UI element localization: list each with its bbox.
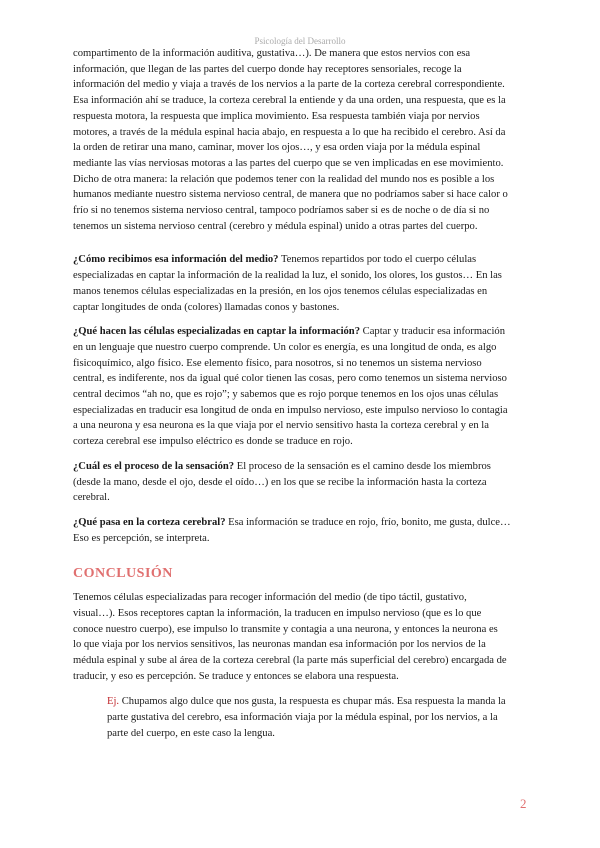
text-line: central decimos “ah no, que es rojo”; y sabemos que es rojo porque tenemos en los ojos unas células	[73, 389, 499, 401]
text-line: compartimento de la información auditiva, gustativa…). De manera que estos nervios con esa	[73, 48, 471, 59]
example-text: Chupamos algo dulce que nos gusta, la respuesta es chupar más. Esa respuesta la manda la	[119, 696, 506, 708]
text-line: traducir, y eso es percepción. Se traduce y entonces se elabora una respuesta.	[73, 670, 399, 682]
text-line	[73, 515, 533, 531]
text-line: fisicoquímico, algo físico. Ese elemento físico, para nosotros, si no tenemos un sistema nervioso	[73, 357, 482, 369]
text-line	[73, 324, 533, 340]
answer-text: Tenemos repartidos por todo el cuerpo células	[278, 254, 477, 266]
text-line: (desde la mano, desde el ojo, desde el oído…) en los que se recibe la información hasta la corteza	[73, 476, 487, 488]
text-line: Eso es percepción, se interpreta.	[73, 532, 210, 544]
text-line: lo que viaja por los nervios sensitivos, las neuronas mandan esa información por los nervios de la	[73, 639, 486, 651]
text-line: mediante las vías nerviosas motoras a las partes del cuerpo que se ven implicadas en ese movimiento.	[73, 157, 504, 169]
qa-paragraph	[73, 324, 533, 450]
page-body	[73, 46, 533, 750]
text-line: corteza cerebral ese impulso eléctrico es donde se traduce en rojo.	[73, 436, 353, 448]
text-line: médula espinal y sube al área de la corteza cerebral (la parte más superficial del cerebro) encargada de	[73, 654, 507, 666]
text-line: en un lenguaje que nuestro cuerpo comprende. Un color es energía, es una longitud de onda, es algo	[73, 341, 497, 353]
text-line: información, que llegan de las partes del cuerpo donde hay receptores sensoriales, recoge la	[73, 63, 462, 75]
text-line: Esa información ahí se traduce, la corteza cerebral la entiende y da una orden, una respuesta, que es la	[73, 95, 506, 107]
page-number: 2	[520, 796, 527, 811]
text-line: visual…). Esos receptores captan la información, la traducen en impulso nervioso (que es lo que	[73, 607, 482, 619]
text-line: manos tenemos células especializadas en la presión, en los ojos tenemos células especializadas en	[73, 285, 488, 297]
text-line: información del medio y viaja a través de los nervios a la parte de la corteza cerebral correspondiente.	[73, 79, 505, 91]
qa-paragraph	[73, 459, 533, 506]
example-label: Ej.	[107, 696, 120, 708]
intro-paragraph	[73, 46, 533, 234]
text-line: captar longitudes de onda (colores) llamadas conos y bastones.	[73, 301, 340, 313]
question-lead: ¿Qué pasa en la corteza cerebral?	[73, 516, 226, 528]
text-line: tenemos un sistema nervioso central (cerebro y médula espinal) unido a otras partes del cuerpo.	[73, 220, 478, 232]
text-line: Dicho de otra manera: la relación que podemos tener con la realidad del mundo nos es posible a los	[73, 173, 495, 185]
text-line: parte gustativa del cerebro, esa información viaja por la médula espinal, por los nervios, a la	[107, 712, 498, 724]
text-line: respuesta motora, la respuesta que implica movimiento. Esa respuesta también viaja por nervios	[73, 110, 480, 122]
text-line: conoce nuestro cuerpo), ese impulso lo transmite y contagia a una neurona, y entonces la neurona es	[73, 623, 498, 635]
text-line: especializadas en captar la información de la realidad la luz, el sonido, los olores, los gustos… En las	[73, 270, 502, 282]
conclusion-paragraph	[73, 590, 533, 684]
qa-section	[73, 252, 533, 546]
answer-text: El proceso de la sensación es el camino desde los miembros	[234, 460, 491, 472]
text-line: especializadas en traducir esa longitud de onda en impulso nervioso, este impulso nervioso lo contagia	[73, 404, 508, 416]
text-line: humanos mediante nuestro sistema nervioso central, de manera que no podríamos saber si hace calor o	[73, 189, 508, 201]
text-line	[73, 252, 533, 268]
qa-paragraph	[73, 252, 533, 315]
question-lead: ¿Cuál es el proceso de la sensación?	[73, 460, 235, 472]
text-line: parte del cuerpo, en este caso la lengua.	[107, 727, 275, 739]
text-line: cerebral.	[73, 492, 110, 504]
text-line: central, es indiferente, nos da igual qué color tienen las cosas, pero como tenemos un sistema nervioso	[73, 373, 507, 385]
text-line: la orden de retirar una mano, caminar, mover los ojos…, y esa orden viaja por la médula espinal	[73, 142, 481, 154]
qa-paragraph	[73, 515, 533, 546]
text-line	[73, 459, 533, 475]
question-lead: ¿Cómo recibimos esa información del medio?	[73, 254, 279, 266]
running-header: Psicología del Desarrollo	[254, 36, 346, 46]
answer-text: Captar y traducir esa información	[360, 326, 506, 338]
answer-text: Esa información se traduce en rojo, frío, bonito, me gusta, dulce…	[225, 516, 511, 528]
text-line: Tenemos células especializadas para recoger información del medio (de tipo táctil, gustativo,	[73, 592, 467, 604]
example-line	[107, 694, 533, 710]
conclusion-heading: CONCLUSIÓN	[73, 566, 173, 582]
text-line: motores, a través de la médula espinal hacia abajo, en respuesta a lo que ha recibido el cerebro. Así da	[73, 126, 506, 138]
text-line: frío si no tenemos sistema nervioso central, tampoco podríamos saber si es de noche o de día si no	[73, 205, 490, 217]
text-line: a una neurona y esa neurona es la que viaja por el nervio sensitivo hasta la corteza cerebral y en la	[73, 420, 489, 432]
question-lead: ¿Qué hacen las células especializadas en captar la información?	[73, 326, 360, 338]
example-paragraph	[107, 694, 533, 741]
